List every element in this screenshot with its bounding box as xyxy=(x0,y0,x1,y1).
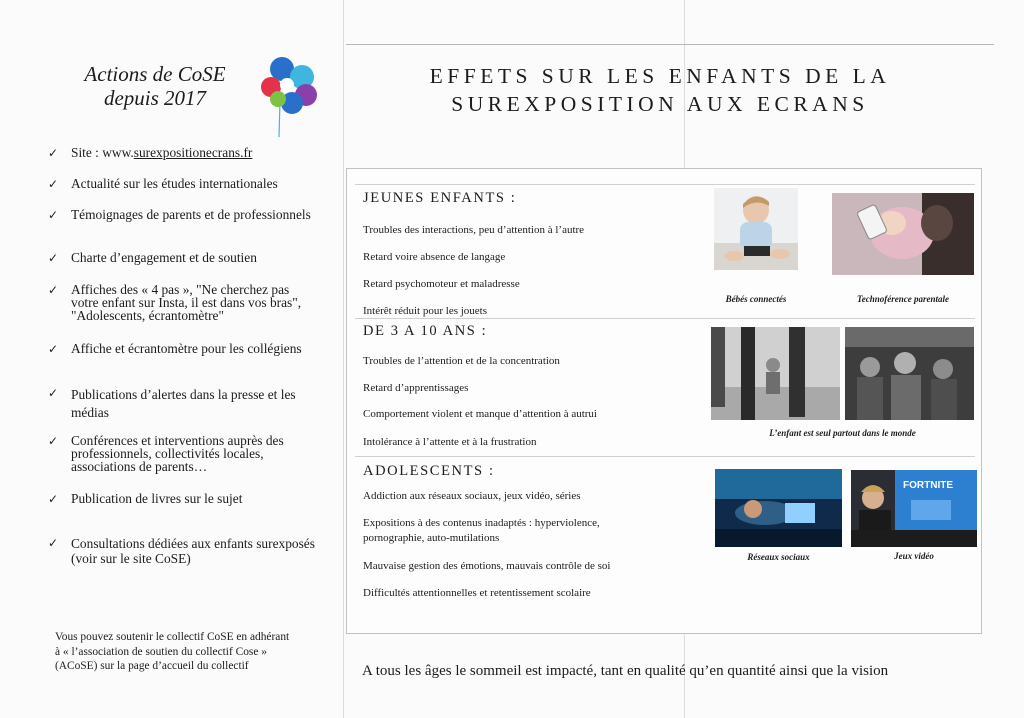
list-item: ✓ Charte d’engagement et de soutien xyxy=(48,250,257,265)
section-rule xyxy=(355,456,975,457)
cose-actions-title xyxy=(70,62,240,110)
check-icon: ✓ xyxy=(48,251,59,265)
list-item-site xyxy=(48,146,316,159)
teen-social-media-photo xyxy=(715,469,842,547)
check-icon: ✓ xyxy=(48,434,59,448)
main-title-line-2: SUREXPOSITION AUX ECRANS xyxy=(451,92,869,116)
baby-with-tablet-photo xyxy=(714,188,798,270)
bottom-statement: A tous les âges le sommeil est impacté, tant en qualité qu’en quantité ainsi que la vision xyxy=(362,663,889,679)
site-label: Site : www. xyxy=(71,145,134,160)
check-icon: ✓ xyxy=(48,177,59,191)
section-rule xyxy=(355,318,975,319)
caption-enfant-seul: L’enfant est seul partout dans le monde xyxy=(769,428,916,438)
list-item: ✓ Conférences et interventions auprès des professionnels, collectivités locales, associations de parents… xyxy=(48,433,284,474)
section-heading-jeunes-enfants: JEUNES ENFANTS : xyxy=(363,190,517,206)
section-heading-adolescents: ADOLESCENTS : xyxy=(363,463,495,479)
list-item: Comportement violent et manque d’attention à autrui xyxy=(363,408,597,420)
main-title xyxy=(360,62,960,118)
list-item: ✓ Consultations dédiées aux enfants surexposés (voir sur le site CoSE) xyxy=(48,536,315,566)
check-icon: ✓ xyxy=(48,386,59,400)
section-rule xyxy=(355,184,975,185)
list-item: ✓ Affiche et écrantomètre pour les collégiens xyxy=(48,341,302,356)
child-alone-legs-photo xyxy=(711,327,840,420)
title-line-1: Actions de CoSE xyxy=(84,62,226,86)
check-icon: ✓ xyxy=(48,146,59,160)
cose-flower-logo xyxy=(260,55,322,139)
list-item: Retard voire absence de langage xyxy=(363,251,506,263)
site-link[interactable]: surexpositionecrans.fr xyxy=(133,145,253,160)
section-heading-3-10-ans: DE 3 A 10 ANS : xyxy=(363,323,488,339)
list-item: Intolérance à l’attente et à la frustration xyxy=(363,436,537,448)
list-item: ✓ Publication de livres sur le sujet xyxy=(48,491,243,506)
list-item: Intérêt réduit pour les jouets xyxy=(363,305,488,317)
list-item: Difficultés attentionnelles et retentissement scolaire xyxy=(363,587,591,599)
title-line-2: depuis 2017 xyxy=(103,86,207,110)
caption-technoference: Technoférence parentale xyxy=(857,294,949,304)
list-item: Retard psychomoteur et maladresse xyxy=(363,278,520,290)
check-icon: ✓ xyxy=(48,208,59,222)
list-item: Troubles de l’attention et de la concentration xyxy=(363,355,560,367)
game-logo-text: FORTNITE xyxy=(903,480,953,491)
caption-jeux: Jeux vidéo xyxy=(894,551,934,561)
list-item: Troubles des interactions, peu d’attention à l’autre xyxy=(363,224,585,236)
list-item: ✓ Actualité sur les études internationales xyxy=(48,176,278,191)
list-item: ✓ Témoignages de parents et de professionnels xyxy=(48,207,311,222)
list-item: Expositions à des contenus inadaptés : hyperviolence, pornographie, auto-mutilations xyxy=(363,517,600,544)
check-icon: ✓ xyxy=(48,492,59,506)
list-item: Addiction aux réseaux sociaux, jeux vidéo, séries xyxy=(363,490,581,502)
check-icon: ✓ xyxy=(48,283,59,297)
list-item: ✓ Publications d’alertes dans la presse et les médias xyxy=(48,386,296,420)
list-item: Retard d’apprentissages xyxy=(363,382,469,394)
subway-phones-photo xyxy=(845,327,974,420)
child-video-game-photo xyxy=(851,470,977,547)
check-icon: ✓ xyxy=(48,342,59,356)
fold-line-left xyxy=(343,0,344,718)
caption-reseaux: Réseaux sociaux xyxy=(747,552,810,562)
check-icon: ✓ xyxy=(48,536,59,550)
top-rule xyxy=(346,44,994,45)
list-item: ✓ Affiches des « 4 pas », "Ne cherchez pas votre enfant sur Insta, il est dans vos bras", "Adolescents, écrantomètre" xyxy=(48,282,302,323)
support-note: Vous pouvez soutenir le collectif CoSE en adhérant à « l’association de soutien du collectif Cose » (ACoSE) sur la page d’accueil du collectif xyxy=(55,631,290,672)
parent-phone-baby-photo xyxy=(832,193,974,275)
list-item: Mauvaise gestion des émotions, mauvais contrôle de soi xyxy=(363,560,611,572)
main-title-line-1: EFFETS SUR LES ENFANTS DE LA xyxy=(429,64,891,88)
left-panel xyxy=(0,0,342,718)
caption-bebes: Bébés connectés xyxy=(725,294,787,304)
